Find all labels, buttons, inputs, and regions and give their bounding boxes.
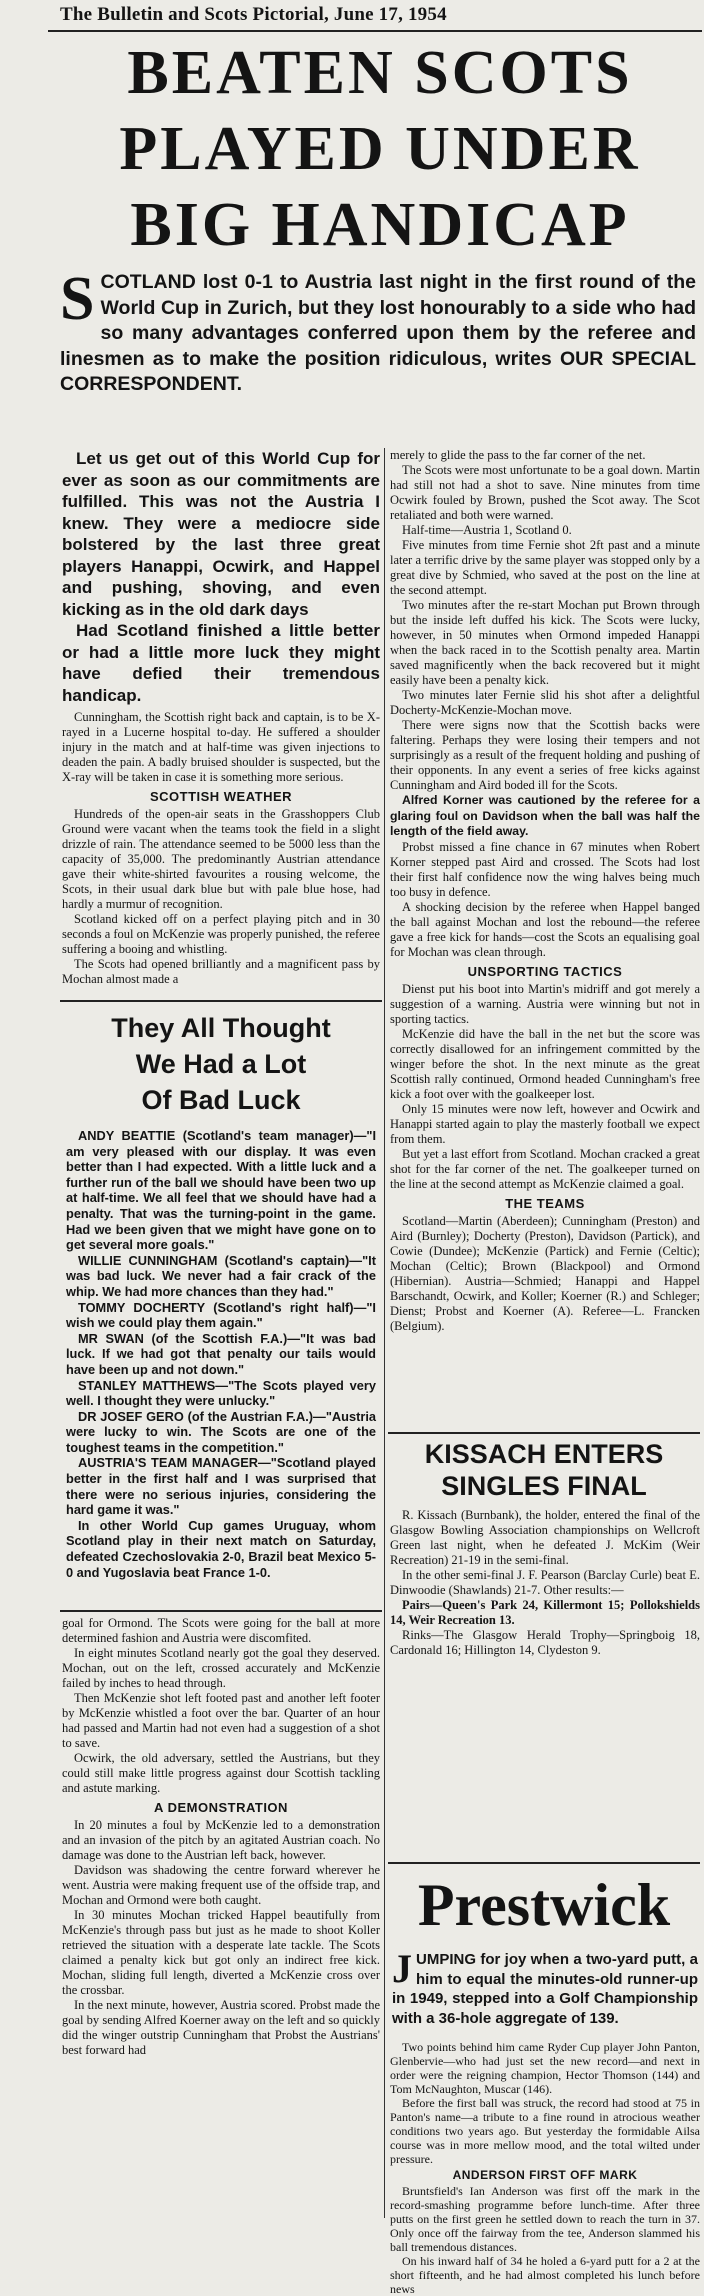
big-paragraph-1: Let us get out of this World Cup for ever as soon as our commitments are fulfilled. This was not the Austria I knew. They were a mediocre side bolstered by the last three great players Hanappi, Ocwirk, and Happel and pushing, shoving, and even kicking as in the old dark days	[62, 449, 380, 619]
quote-swan: MR SWAN (of the Scottish F.A.)—"It was bad luck. If we had got that penalty our tails would have been up and not down."	[66, 1330, 376, 1377]
kissach-top-rule	[388, 1432, 700, 1434]
prestwick-article	[390, 2040, 700, 2296]
paragraph-last-effort: But yet a last effort from Scotland. Mochan cracked a great shot for the far corner of the net. The goalkeeper turned on the line at the second attempt as McKenzie claimed a goal.	[390, 1146, 700, 1191]
lede-text: COTLAND lost 0-1 to Austria last night in the first round of the World Cup in Zurich, but they lost honourably to a side who had so many advantages conferred upon them by the referee and linesmen as to make the position ridiculous, writes OUR SPECIAL CORRESPONDENT.	[60, 271, 696, 395]
paragraph-probst: Probst missed a fine chance in 67 minutes when Robert Korner stepped past Aird and crossed. The Scots had lost their first half confidence now the wing halves being much too busy in defence.	[390, 839, 700, 899]
masthead: The Bulletin and Scots Pictorial, June 17, 1954	[60, 4, 447, 25]
paragraph-teams: Scotland—Martin (Aberdeen); Cunningham (Preston) and Aird (Burnley); Docherty (Preston), Davidson (Partick), and Cowie (Dundee); McKenzie (Partick) and Fernie (Celtic); Mochan (Celtic); Brown (Blackpool) and Ormond (Hibernian). Austria—Schmied; Hanappi and Happel Barschandt, Ocwirk, and Koller; Koerner (R.) and Schleger; Dienst; Probst and Koerner (A). Referee—L. Francken (Belgium).	[390, 1213, 700, 1333]
kissach-paragraph-2: In the other semi-final J. F. Pearson (Barclay Curle) beat E. Dinwoodie (Shawlands) 21-7. Other results:—	[390, 1568, 700, 1597]
prestwick-drop-cap: J	[392, 1946, 412, 1991]
subhead-scottish-weather: SCOTTISH WEATHER	[149, 789, 293, 804]
subhead-demonstration: A DEMONSTRATION	[154, 1800, 288, 1815]
kissach-title-line-2: SINGLES FINAL	[441, 1471, 647, 1501]
paragraph-goal-ormond: goal for Ormond. The Scots were going for the ball at more determined fashion and Austria were discomfited.	[62, 1616, 380, 1645]
box-bottom-rule	[60, 1610, 382, 1612]
paragraph-mckenzie-shot: Then McKenzie shot left footed past and another left footer by McKenzie whistled a foot over the bar. Quarter of an hour had passed and Martin had not even had a suggestion of a shot to save.	[62, 1691, 380, 1750]
prestwick-top-rule	[388, 1862, 700, 1864]
paragraph-ocwirk: Ocwirk, the old adversary, settled the Austrians, but they could still make little progress against dour Scottish tackling and astute marking.	[62, 1751, 380, 1795]
subhead-unsporting: UNSPORTING TACTICS	[467, 963, 623, 979]
masthead-rule	[48, 30, 702, 32]
kissach-title	[388, 1438, 700, 1502]
box-title	[60, 1010, 382, 1118]
paragraph-opened: The Scots had opened brilliantly and a magnificent pass by Mochan almost made a	[62, 957, 380, 986]
headline-line-3: BIG HANDICAP	[130, 191, 630, 259]
left-column-upper	[62, 448, 380, 987]
paragraph-davidson: Davidson was shadowing the centre forward wherever he went. Austria were making frequent use of the offside trap, and Mochan and Ormond were both caught.	[62, 1863, 380, 1907]
paragraph-fifteen-minutes: Only 15 minutes were now left, however and Ocwirk and Hanappi started again to play the masterly football we expect from them.	[390, 1101, 700, 1146]
paragraph-thirty-minutes: In 30 minutes Mochan tricked Happel beautifully from McKenzie's through pass but just as he made to shoot Koller retrieved the situation with a desperate late tackle. The Scots claimed a penalty kick but got only an indirect free kick. Mochan, sliding full length, diverted a McKenzie cross over the crossbar.	[62, 1908, 380, 1997]
left-column-lower	[62, 1616, 380, 2058]
box-quotes	[66, 1128, 376, 1580]
prestwick-paragraph-4: On his inward half of 34 he holed a 6-yard putt for a 2 at the short fifteenth, and he had almost completed his lunch before news	[390, 2254, 700, 2296]
big-paragraph-2: Had Scotland finished a little better or had a little more luck they might have defied their tremendous handicap.	[62, 621, 380, 705]
prestwick-subhead: ANDERSON FIRST OFF MARK	[452, 2168, 638, 2182]
prestwick-title: Prestwick	[417, 1872, 671, 1938]
paragraph-restart: Two minutes after the re-start Mochan put Brown through but the inside left duffed his kick. The Scots were lucky, however, in 50 minutes when Ormond impeded Hanappi when the back raced in to the Scottish penalty area. Martin saved magnificently when the back recovered but it might easily have been a penalty kick.	[390, 598, 700, 687]
quote-docherty: TOMMY DOCHERTY (Scotland's right half)—"I wish we could play them again."	[66, 1299, 376, 1331]
paragraph-twenty-minutes: In 20 minutes a foul by McKenzie led to a demonstration and an invasion of the pitch by an agitated Austrian coach. No damage was done to the Austrian left back, however.	[62, 1818, 380, 1862]
paragraph-weather: Hundreds of the open-air seats in the Grasshoppers Club Ground were vacant when the teams took the field in a slight drizzle of rain. The attendance seemed to be 5000 less than the capacity of 35,000. The predominantly Austrian attendance gave their white-shirted favourites a rousing welcome, the Scots, in their usual dark blue but with pale blue hose, had hardly a murmur of recognition.	[62, 807, 380, 911]
prestwick-paragraph-1: Two points behind him came Ryder Cup player John Panton, Glenbervie—who had just set the new record—and next in order were the reigning champion, Hector Thomson (144) and Tom McNaughton, Muscar (146).	[390, 2040, 700, 2096]
paragraph-dienst: Dienst put his boot into Martin's midriff and got merely a suggestion of a warning. Austria were winning but not in sporting tactics.	[390, 981, 700, 1026]
quote-gero: DR JOSEF GERO (of the Austrian F.A.)—"Austria were lucky to win. The Scots are one of the toughest teams in the competition."	[66, 1408, 376, 1455]
lede-paragraph	[60, 265, 696, 398]
prestwick-lede	[392, 1946, 698, 2028]
paragraph-unfortunate: The Scots were most unfortunate to be a goal down. Martin had still not had a shot to save. Nine minutes from time Ocwirk fouled by Brown, pushed the Scot away. The Scot retaliated and both were warned.	[390, 463, 700, 522]
column-divider	[384, 448, 385, 2218]
box-title-line-1: They All Thought	[111, 1013, 331, 1043]
paragraph-austria-scored: In the next minute, however, Austria scored. Probst made the goal by sending Alfred Koerner away on the left and so quickly did the winger outstrip Cunningham that Probst the Austrians' best forward had	[62, 1998, 380, 2057]
quote-matthews: STANLEY MATTHEWS—"The Scots played very well. I thought they were unlucky."	[66, 1377, 376, 1409]
prestwick-lede-text: UMPING for joy when a two-yard putt, a him to equal the minutes-old runner-up in 1949, stepped into a Golf Championship with a 36-hole aggregate of 139.	[392, 1951, 698, 2027]
kissach-paragraph-1: R. Kissach (Burnbank), the holder, entered the final of the Glasgow Bowling Association championships on Wellcroft Green last night, when he defeated J. McKim (Weir Recreation) 21-19 in the semi-final.	[390, 1508, 700, 1567]
paragraph-kickoff: Scotland kicked off on a perfect playing pitch and in 30 seconds a foul on McKenzie was properly punished, the referee suffering a booing and whistling.	[62, 912, 380, 956]
box-title-line-3: Of Bad Luck	[141, 1085, 301, 1115]
paragraph-korner-cautioned: Alfred Korner was cautioned by the referee for a glaring foul on Davidson when the ball was half the length of the field away.	[390, 793, 700, 839]
box-title-line-2: We Had a Lot	[135, 1049, 307, 1079]
kissach-paragraph-rinks: Rinks—The Glasgow Herald Trophy—Springboig 18, Cardonald 16; Hillington 14, Clydeston 9.	[390, 1628, 700, 1657]
paragraph-shocking-decision: A shocking decision by the referee when Happel banged the ball against Mochan and lost the rebound—the referee gave a free kick for hands—cost the Scots an equalising goal for Mochan was clean through.	[390, 899, 700, 959]
prestwick-paragraph-3: Bruntsfield's Ian Anderson was first off the mark in the record-smashing programme before lunch-time. After three putts on the first green he settled down to reach the turn in 37. Only once off the fairway from the tee, Anderson slammed his ball tremendous distances.	[390, 2184, 700, 2254]
lede-drop-cap: S	[60, 265, 95, 333]
headline-line-2: PLAYED UNDER	[119, 115, 641, 183]
prestwick-paragraph-2: Before the first ball was struck, the record had stood at 75 in Panton's name—a tribute to a fine round in atrocious weather conditions two years ago. But yesterday the formidable Ailsa course was in more mellow mood, and the total wilted under pressure.	[390, 2096, 700, 2166]
subhead-teams: THE TEAMS	[505, 1195, 585, 1211]
paragraph-xray: Cunningham, the Scottish right back and captain, is to be X-rayed in a Lucerne hospital to-day. He suffered a shoulder injury in the match and at half-time was given injections to deaden the pain. A badly bruised shoulder is suspected, but the X-ray will be taken in case it is something more serious.	[62, 710, 380, 784]
paragraph-faltering: There were signs now that the Scottish backs were faltering. Perhaps they were losing their tempers and not surprisingly as a result of the frequent holding and pushing of their opponents. In any event a series of free kicks against Cunningham and Aird boded ill for the Scots.	[390, 718, 700, 792]
other-results: In other World Cup games Uruguay, whom Scotland play in their next match on Saturday, defeated Czechoslovakia 2-0, Brazil beat Mexico 5-0 and Yugoslavia beat France 1-0.	[66, 1517, 376, 1580]
quote-austria-manager: AUSTRIA'S TEAM MANAGER—"Scotland played better in the first half and I was surprised that there were no serious injuries, considering the hard game it was."	[66, 1455, 376, 1518]
paragraph-eight-minutes: In eight minutes Scotland nearly got the goal they deserved. Mochan, out on the left, crossed accurately and McKenzie failed by inches to head through.	[62, 1646, 380, 1690]
quote-cunningham: WILLIE CUNNINGHAM (Scotland's captain)—"It was bad luck. We never had a fair crack of the whip. We had more chances than they had."	[66, 1252, 376, 1299]
kissach-article	[390, 1508, 700, 1658]
paragraph-fernie-slid: Two minutes later Fernie slid his shot after a delightful Docherty-McKenzie-Mochan move.	[390, 688, 700, 717]
kissach-paragraph-pairs: Pairs—Queen's Park 24, Killermont 15; Pollokshields 14, Weir Recreation 13.	[390, 1598, 700, 1627]
paragraph-disallowed: McKenzie did have the ball in the net but the score was correctly disallowed for an infringement committed by the winger before the shot. In the next minute as the great Scottish rally continued, Ormond headed Cunningham's free kick a foot over with the goalkeeper lost.	[390, 1026, 700, 1101]
paragraph-far-corner: merely to glide the pass to the far corner of the net.	[390, 448, 646, 462]
quote-beattie: ANDY BEATTIE (Scotland's team manager)—"I am very pleased with our display. It was even better than I had expected. With a little luck and a further run of the ball we should have been two up at half-time. We all feel that we should have had a penalty. That was the turning-point in the game. Had we been given that we might have gone on to get several more goals."	[66, 1128, 376, 1253]
right-column	[390, 448, 700, 1334]
headline-line-1: BEATEN SCOTS	[127, 39, 633, 107]
paragraph-half-time: Half-time—Austria 1, Scotland 0.	[402, 523, 572, 537]
paragraph-fernie: Five minutes from time Fernie shot 2ft past and a minute later a terrific drive by the same player was stopped only by a great dive by Schmied, who saved at the post on the line at the second attempt.	[390, 538, 700, 597]
kissach-title-line-1: KISSACH ENTERS	[424, 1439, 664, 1469]
box-top-rule	[60, 1000, 382, 1002]
